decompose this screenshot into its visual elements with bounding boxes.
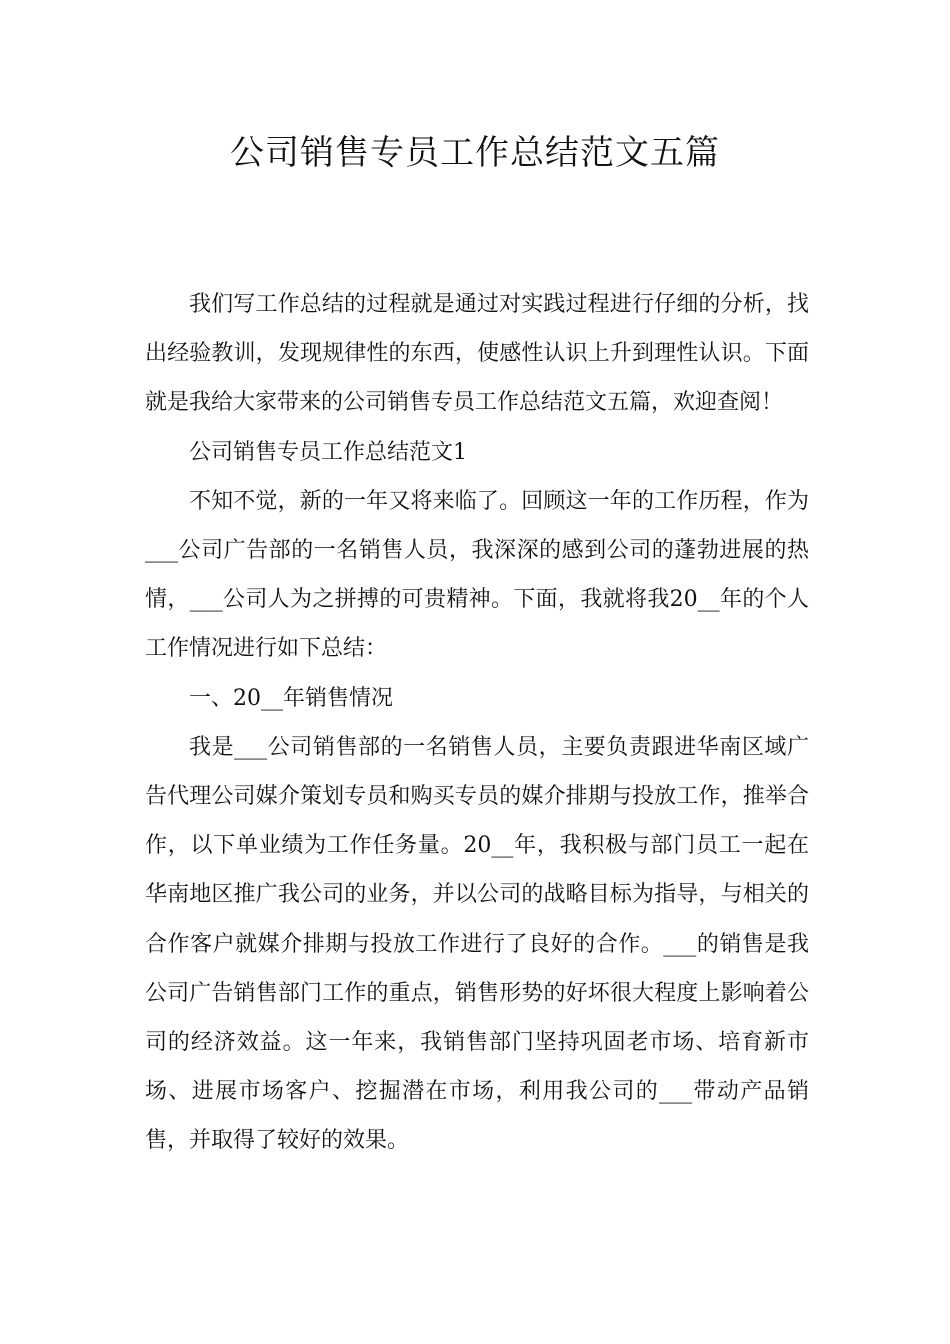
document-title: 公司销售专员工作总结范文五篇 — [230, 133, 720, 173]
body-paragraph: 我是___公司销售部的一名销售人员，主要负责跟进华南区域广告代理公司媒介策划专员和购买专员的媒介排期与投放工作，推举合作，以下单业绩为工作任务量。20__年，我积极与部门员工一起在华南地区推广我公司的业务，并以公司的战略目标为指导，与相关的合作客户就媒介排期与投放工作进行了良好的合作。___的销售是我公司广告销售部门工作的重点，销售形势的好坏很大程度上影响着公司的经济效益。这一年来，我销售部门坚持巩固老市场、培育新市场、进展市场客户、挖掘潜在市场，利用我公司的___带动产品销售，并取得了较好的效果。 — [145, 734, 809, 1154]
document-body — [145, 280, 809, 1166]
body-paragraph: 不知不觉，新的一年又将来临了。回顾这一年的工作历程，作为___公司广告部的一名销售人员，我深深的感到公司的蓬勃进展的热情，___公司人为之拼搏的可贵精神。下面，我就将我20__年的个人工作情况进行如下总结： — [145, 488, 809, 662]
section-heading-sales: 一、20__年销售情况 — [189, 685, 393, 711]
intro-paragraph: 我们写工作总结的过程就是通过对实践过程进行仔细的分析，找出经验教训，发现规律性的东西，使感性认识上升到理性认识。下面就是我给大家带来的公司销售专员工作总结范文五篇，欢迎查阅！ — [145, 292, 809, 416]
section-heading-sample-1: 公司销售专员工作总结范文1 — [189, 439, 467, 465]
